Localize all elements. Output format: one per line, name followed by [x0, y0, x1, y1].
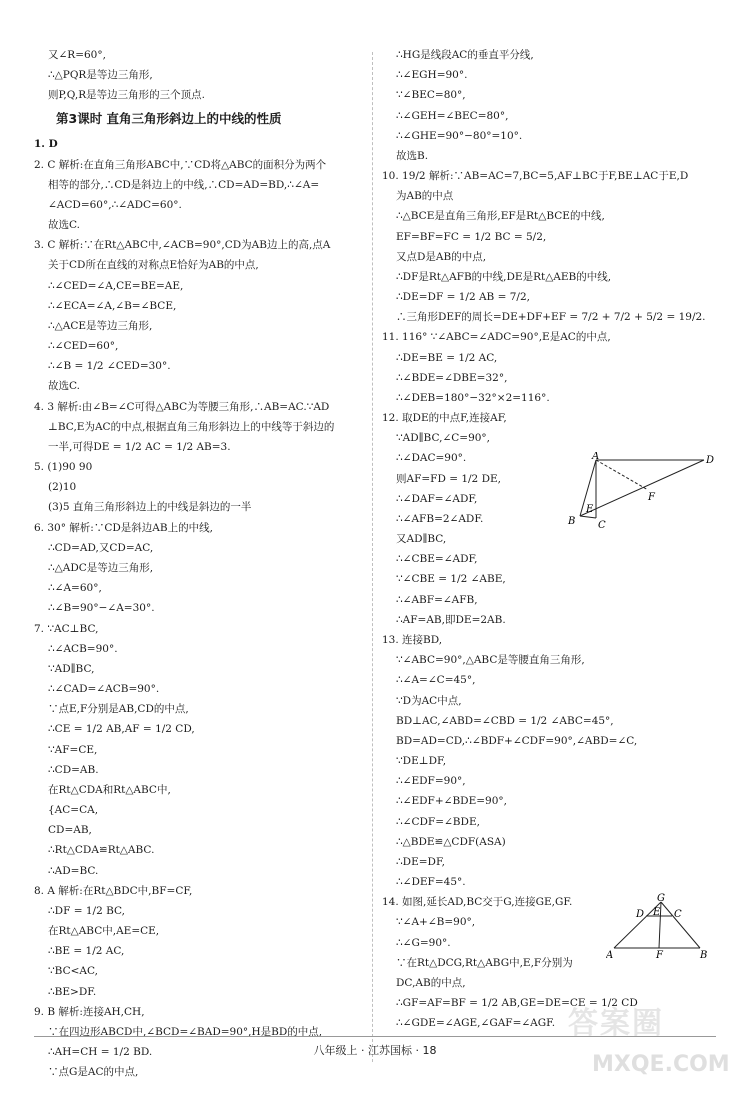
left-text-line: 2. C 解析:在直角三角形ABC中,∵CD将△ABC的面积分为两个	[34, 158, 327, 171]
right-text-line: 故选B.	[396, 149, 429, 162]
left-text-line: ∴∠B=90°−∠A=30°.	[48, 602, 155, 615]
left-text-line: 5. (1)90 90	[34, 461, 93, 474]
right-text-line: DC,AB的中点,	[396, 976, 466, 989]
left-text-line: 相等的部分,∴CD是斜边上的中线,∴CD=AD=BD,∴∠A=	[48, 178, 320, 191]
left-text-line: 9. B 解析:连接AH,CH,	[34, 1005, 145, 1018]
right-text-line: ∴∠AFB=2∠ADF.	[396, 512, 484, 525]
left-text-line: ∴△ACE是等边三角形,	[48, 319, 153, 332]
left-text-line: 一半,可得DE = 1/2 AC = 1/2 AB=3.	[48, 440, 231, 453]
left-text-line: ∴CE = 1/2 AB,AF = 1/2 CD,	[48, 723, 195, 736]
right-text-line: EF=BF=FC = 1/2 BC = 5/2,	[396, 230, 547, 243]
section-heading: 第3课时 直角三角形斜边上的中线的性质	[56, 110, 282, 126]
right-text-line: ∴∠DAF=∠ADF,	[396, 492, 478, 505]
left-text-line: ∴∠B = 1/2 ∠CED=30°.	[48, 360, 171, 373]
right-text-line: ∴∠A=∠C=45°,	[396, 674, 476, 687]
page-footer: 八年级上 · 江苏国标 · 18	[313, 1044, 437, 1057]
left-text-line: ∴△PQR是等边三角形,	[48, 69, 153, 82]
left-text-line: ∴BE>DF.	[48, 985, 97, 998]
left-text-line: 1. D	[34, 138, 58, 151]
left-text-line: {AC=CA,	[48, 804, 99, 817]
right-text-line: 则AF=FD = 1/2 DE,	[396, 472, 501, 485]
left-text-line: ∴Rt△CDA≌Rt△ABC.	[48, 844, 155, 857]
right-text-line: ∴∠GDE=∠AGE,∠GAF=∠AGF.	[396, 1017, 556, 1030]
right-text-line: ∴∠GEH=∠BEC=80°,	[396, 109, 509, 122]
fig12-line-bc	[580, 516, 596, 518]
right-text-line: ∴AF=AB,即DE=2AB.	[396, 613, 506, 626]
left-text-line: ∴CD=AB.	[48, 763, 99, 776]
right-text-line: ∴∠GHE=90°−80°=10°.	[396, 129, 523, 142]
left-text-line: ∴AH=CH = 1/2 BD.	[48, 1046, 153, 1059]
left-text-line: 7. ∵AC⊥BC,	[34, 622, 99, 635]
watermark-url: MXQE.COM	[592, 1052, 730, 1077]
left-text-line: ∵AD∥BC,	[48, 662, 95, 675]
right-text-line: ∵∠A+∠B=90°,	[396, 916, 476, 929]
left-text-line: ∴∠ACB=90°.	[48, 642, 118, 655]
left-text-line: ∴BE = 1/2 AC,	[48, 945, 125, 958]
right-text-line: 14. 如图,延长AD,BC交于G,连接GE,GF.	[382, 896, 573, 909]
right-column	[382, 48, 716, 1036]
left-text-line: (2)10	[48, 481, 77, 494]
left-text-line: 关于CD所在直线的对称点E恰好为AB的中点,	[48, 259, 259, 272]
left-text-line: ∴DF = 1/2 BC,	[48, 904, 126, 917]
left-text-line: 3. C 解析:∵在Rt△ABC中,∠ACB=90°,CD为AB边上的高,点A	[34, 239, 331, 252]
fig14-label-b: B	[700, 950, 708, 960]
left-text-line: ∴∠CAD=∠ACB=90°.	[48, 683, 160, 696]
right-text-line: ∴∠BDE=∠DBE=32°,	[396, 371, 508, 384]
right-text-line: ∴HG是线段AC的垂直平分线,	[396, 49, 534, 61]
left-text-line: ⊥BC,E为AC的中点,根据直角三角形斜边上的中线等于斜边的	[48, 420, 335, 433]
fig14-label-c: C	[674, 909, 682, 920]
column-divider	[372, 52, 373, 1062]
right-text-line: 为AB的中点	[396, 190, 454, 203]
right-text-line: 10. 19/2 解析:∵AB=AC=7,BC=5,AF⊥BC于F,BE⊥AC于E,D	[382, 170, 689, 183]
fig12-line-bd	[580, 460, 704, 516]
left-text-line: 故选C.	[48, 380, 80, 393]
left-text-line: 故选C.	[48, 219, 80, 232]
right-text-line: ∴∠EDF+∠BDE=90°,	[396, 795, 507, 808]
right-text-line: ∴∠DEF=45°.	[396, 876, 466, 889]
left-text-line: ∴CD=AD,又CD=AC,	[48, 541, 154, 554]
right-text-line: BD=AD=CD,∴∠BDF+∠CDF=90°,∠ABD=∠C,	[396, 734, 638, 747]
left-text-line: ∵BC<AC,	[48, 965, 99, 978]
fig14-label-f: F	[656, 950, 663, 960]
right-text-line: 12. 取DE的中点F,连接AF,	[382, 412, 507, 425]
right-text-line: ∴∠EDF=90°,	[396, 775, 466, 788]
fig12-label-d: D	[706, 455, 715, 466]
right-text-line: ∵D为AC中点,	[396, 694, 462, 707]
right-text-line: ∴GF=AF=BF = 1/2 AB,GE=DE=CE = 1/2 CD	[396, 997, 638, 1010]
fig12-line-af	[596, 460, 648, 490]
right-text-line: 11. 116° ∵∠ABC=∠ADC=90°,E是AC的中点,	[382, 331, 611, 344]
figure-14	[606, 892, 712, 960]
left-text-line: ∴∠A=60°,	[48, 582, 102, 595]
left-text-line: CD=AB,	[48, 824, 92, 837]
left-text-line: 又∠R=60°,	[48, 49, 106, 61]
left-text-line: ∴∠CED=60°,	[48, 340, 119, 353]
left-text-line: 6. 30° 解析:∵CD是斜边AB上的中线,	[34, 521, 213, 534]
left-text-line: 8. A 解析:在Rt△BDC中,BF=CF,	[34, 884, 193, 897]
fig14-label-d: D	[636, 909, 645, 920]
right-text-line: ∵在Rt△DCG,Rt△ABG中,E,F分别为	[396, 956, 573, 969]
left-text-line: ∵点G是AC的中点,	[48, 1066, 139, 1079]
left-text-line: 在Rt△CDA和Rt△ABC中,	[48, 783, 171, 796]
right-text-line: ∴∠G=90°.	[396, 936, 451, 949]
fig14-label-g: G	[657, 893, 665, 904]
fig12-label-f: F	[648, 492, 655, 503]
fig14-label-a: A	[606, 950, 614, 960]
right-text-line: ∴∠DEB=180°−32°×2=116°.	[396, 391, 550, 404]
right-text-line: ∵∠CBE = 1/2 ∠ABE,	[396, 573, 506, 586]
right-text-line: ∵∠BEC=80°,	[396, 89, 466, 102]
fig12-label-e: E	[586, 504, 594, 515]
left-text-line: ∴∠ECA=∠A,∠B=∠BCE,	[48, 299, 177, 312]
right-text-line: ∴∠DAC=90°.	[396, 452, 467, 465]
right-text-line: ∴三角形DEF的周长=DE+DF+EF = 7/2 + 7/2 + 5/2 = 19/2.	[396, 311, 706, 324]
fig12-label-b: B	[568, 516, 576, 527]
right-text-line: ∴DE=BE = 1/2 AC,	[396, 351, 498, 364]
left-text-line: (3)5 直角三角形斜边上的中线是斜边的一半	[48, 501, 252, 514]
left-text-line: ∴∠CED=∠A,CE=BE=AE,	[48, 279, 184, 292]
left-text-line: 4. 3 解析:由∠B=∠C可得△ABC为等腰三角形,∴AB=AC.∵AD	[34, 400, 330, 413]
right-text-line: ∴DE=DF,	[396, 855, 445, 868]
left-text-line: ∠ACD=60°,∴∠ADC=60°.	[48, 198, 182, 211]
right-text-line: ∴∠CBE=∠ADF,	[396, 553, 478, 566]
left-text-line: ∴AD=BC.	[48, 864, 99, 877]
right-text-line: ∴△BCE是直角三角形,EF是Rt△BCE的中线,	[396, 210, 605, 223]
right-text-line: 又AD∥BC,	[396, 533, 447, 546]
left-text-line: ∴△ADC是等边三角形,	[48, 562, 154, 574]
right-text-line: ∴DE=DF = 1/2 AB = 7/2,	[396, 291, 530, 304]
fig12-label-a: A	[592, 452, 600, 462]
watermark-logo: 答案圈	[568, 1006, 664, 1041]
right-text-line: 13. 连接BD,	[382, 633, 443, 646]
left-column	[34, 48, 362, 1085]
left-text-line: ∵点E,F分别是AB,CD的中点,	[48, 703, 189, 716]
right-text-line: ∴△BDE≌△CDF(ASA)	[396, 835, 506, 848]
right-text-line: ∵DE⊥DF,	[396, 755, 447, 768]
left-text-line: ∵AF=CE,	[48, 743, 98, 756]
left-text-line: ∵在四边形ABCD中,∠BCD=∠BAD=90°,H是BD的中点,	[48, 1025, 323, 1038]
right-text-line: ∴DF是Rt△AFB的中线,DE是Rt△AEB的中线,	[396, 270, 612, 283]
left-text-line: 在Rt△ABC中,AE=CE,	[48, 925, 160, 938]
left-text-line: 则P,Q,R是等边三角形的三个顶点.	[48, 89, 205, 102]
right-text-line: ∵AD∥BC,∠C=90°,	[396, 432, 491, 445]
fig12-label-c: C	[598, 520, 606, 531]
fig14-label-e: E	[653, 907, 661, 918]
right-text-line: ∴∠ABF=∠AFB,	[396, 593, 478, 606]
figure-12	[566, 452, 716, 534]
right-text-line: BD⊥AC,∠ABD=∠CBD = 1/2 ∠ABC=45°,	[396, 714, 614, 727]
right-text-line: ∴∠EGH=90°.	[396, 69, 468, 82]
right-text-line: ∵∠ABC=90°,△ABC是等腰直角三角形,	[396, 654, 585, 667]
right-text-line: 又点D是AB的中点,	[396, 250, 487, 263]
right-text-line: ∴∠CDF=∠BDE,	[396, 815, 480, 828]
